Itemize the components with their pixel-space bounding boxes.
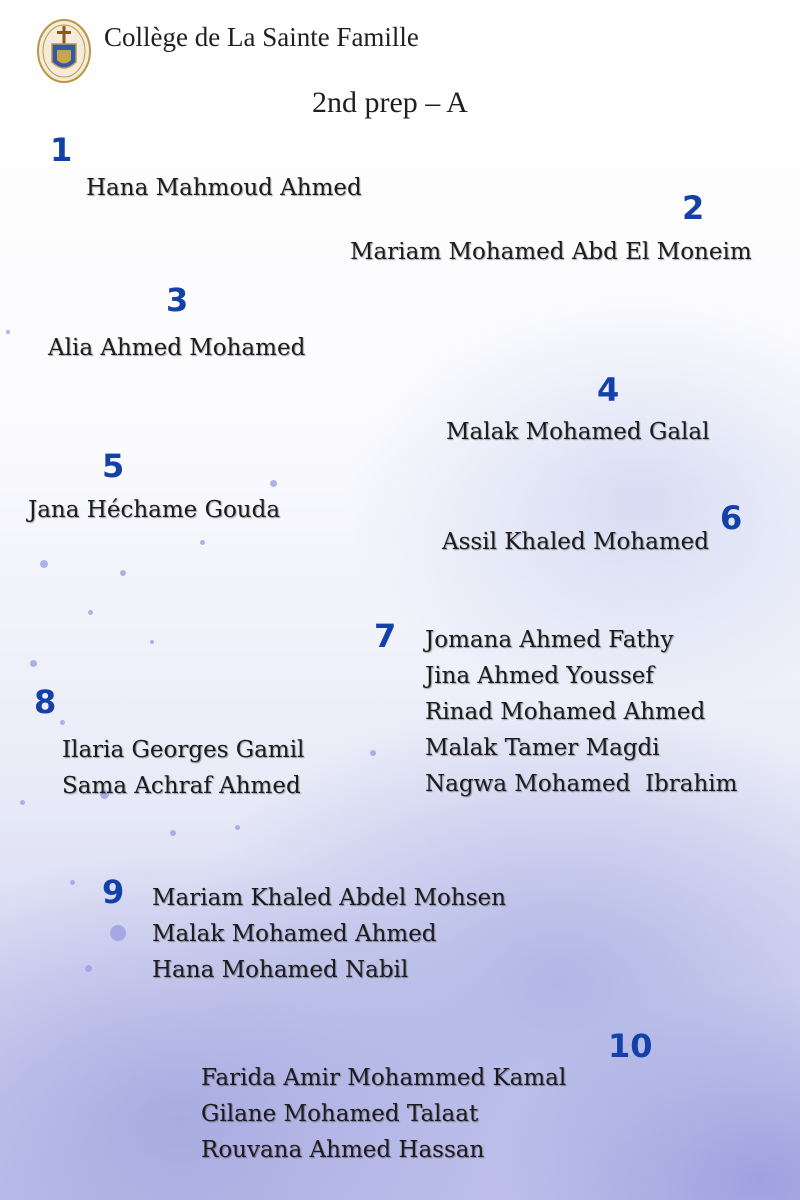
school-name: Collège de La Sainte Famille (104, 22, 419, 52)
student-name: Alia Ahmed Mohamed (48, 335, 306, 361)
student-name: Assil Khaled Mohamed (442, 529, 710, 555)
group-number: 6 (720, 499, 743, 537)
student-name: Malak Mohamed Galal (446, 419, 710, 445)
student-name: Hana Mahmoud Ahmed (86, 175, 362, 201)
class-title: 2nd prep – A (312, 86, 468, 119)
student-name: Jana Héchame Gouda (28, 497, 281, 523)
group-number: 2 (682, 189, 705, 227)
student-name: Malak Mohamed Ahmed (152, 921, 437, 947)
student-name: Nagwa Mohamed Ibrahim (425, 771, 738, 797)
group-number: 10 (608, 1027, 653, 1065)
group-number: 3 (166, 281, 189, 319)
student-name: Sama Achraf Ahmed (62, 773, 301, 799)
student-name: Malak Tamer Magdi (425, 735, 660, 761)
student-name: Mariam Khaled Abdel Mohsen (152, 885, 506, 911)
group-number: 4 (597, 371, 620, 409)
group-number: 7 (374, 617, 397, 655)
student-name: Gilane Mohamed Talaat (201, 1101, 479, 1127)
student-name: Jina Ahmed Youssef (425, 663, 654, 689)
student-name: Jomana Ahmed Fathy (425, 627, 674, 653)
student-name: Ilaria Georges Gamil (62, 737, 305, 763)
student-name: Mariam Mohamed Abd El Moneim (350, 239, 752, 265)
student-name: Farida Amir Mohammed Kamal (201, 1065, 567, 1091)
student-name: Rouvana Ahmed Hassan (201, 1137, 485, 1163)
group-number: 5 (102, 447, 125, 485)
school-crest-logo (36, 18, 92, 84)
student-name: Hana Mohamed Nabil (152, 957, 409, 983)
group-number: 9 (102, 873, 125, 911)
group-number: 8 (34, 683, 57, 721)
group-number: 1 (50, 131, 73, 169)
student-name: Rinad Mohamed Ahmed (425, 699, 706, 725)
